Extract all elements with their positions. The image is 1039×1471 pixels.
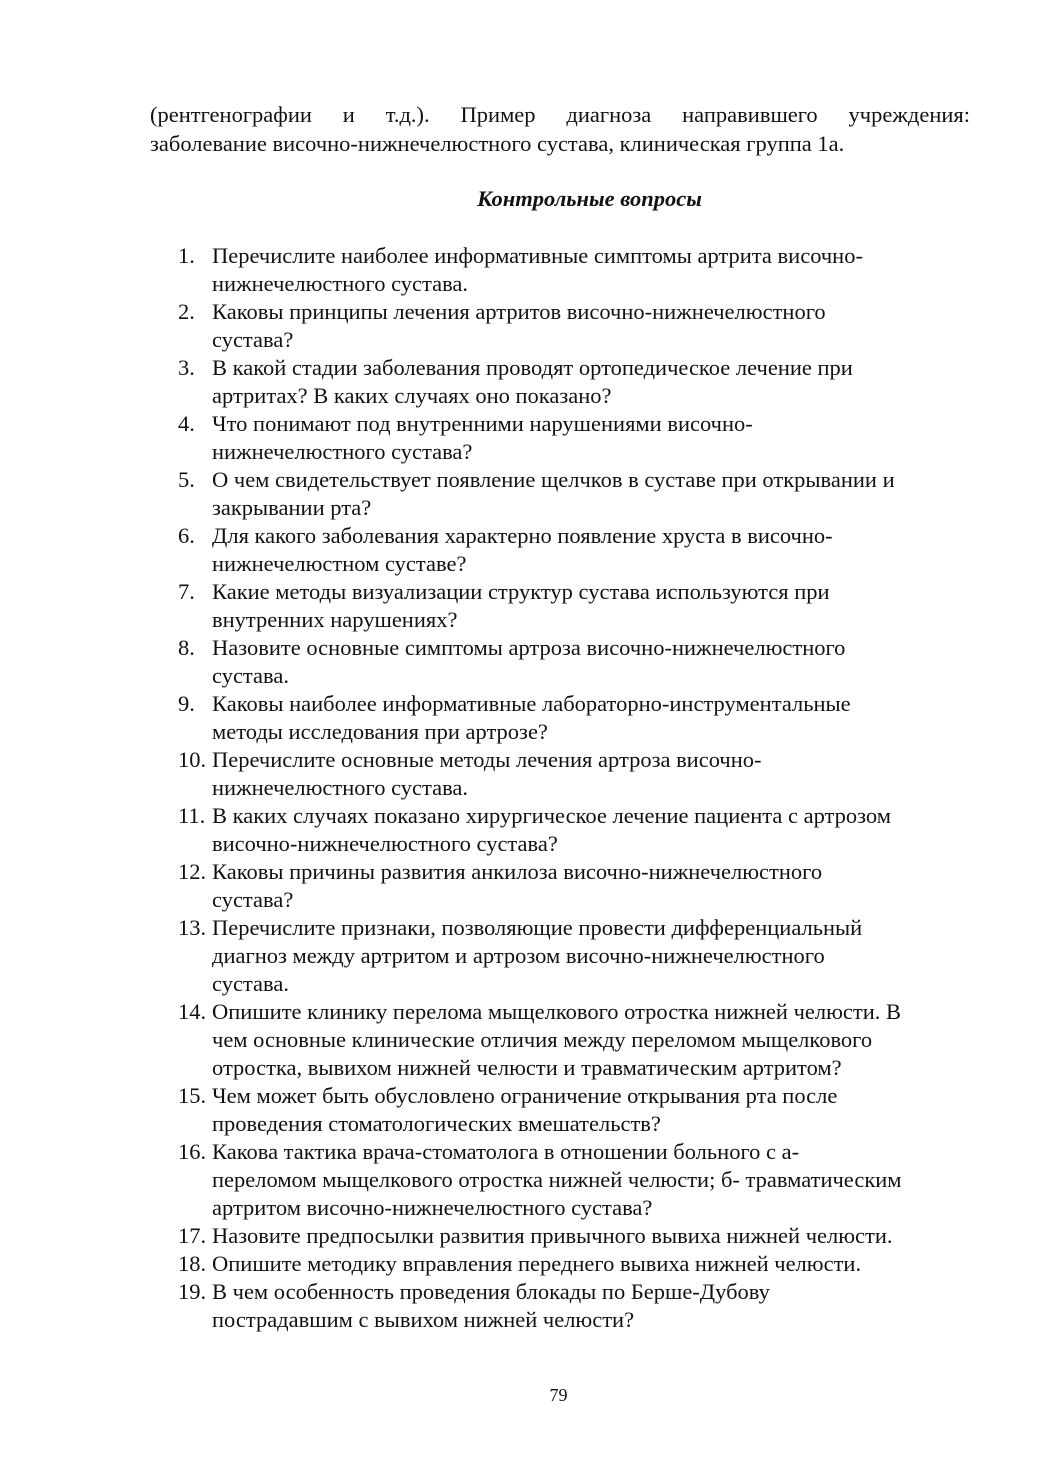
question-text-line: О чем свидетельствует появление щелчков в суставе при открывании и xyxy=(212,467,895,492)
questions-list xyxy=(178,242,978,1334)
question-text-line: нижнечелюстном суставе? xyxy=(212,551,467,576)
question-text-line: пострадавшим с вывихом нижней челюсти? xyxy=(212,1307,635,1332)
question-text-line: Перечислите основные методы лечения артроза височно- xyxy=(212,747,762,772)
question-item xyxy=(178,1138,978,1222)
question-item xyxy=(178,578,978,634)
question-item xyxy=(178,1082,978,1138)
question-text-line: Что понимают под внутренними нарушениями височно- xyxy=(212,411,753,436)
question-item xyxy=(178,354,978,410)
page-number: 79 xyxy=(549,1385,568,1405)
intro-line-1: (рентгенографии и т.д.). Пример диагноза направившего учреждения: xyxy=(150,102,970,127)
question-text-line: сустава. xyxy=(212,663,289,688)
question-item xyxy=(178,1278,978,1334)
question-text-line: сустава? xyxy=(212,327,294,352)
question-item xyxy=(178,690,978,746)
question-text-line: Назовите предпосылки развития привычного вывиха нижней челюсти. xyxy=(212,1223,893,1248)
question-text-line: закрывании рта? xyxy=(212,495,372,520)
question-text-line: нижнечелюстного сустава. xyxy=(212,271,469,296)
question-number: 8. xyxy=(178,635,195,660)
question-item xyxy=(178,522,978,578)
question-text-line: отростка, вывихом нижней челюсти и травматическим артритом? xyxy=(212,1055,842,1080)
question-number: 19. xyxy=(178,1279,207,1304)
question-item xyxy=(178,242,978,298)
question-number: 12. xyxy=(178,859,207,884)
question-text-line: Каковы причины развития анкилоза височно-нижнечелюстного xyxy=(212,859,823,884)
question-text-line: Опишите клинику перелома мыщелкового отростка нижней челюсти. В xyxy=(212,999,902,1024)
question-number: 13. xyxy=(178,915,207,940)
question-text-line: методы исследования при артрозе? xyxy=(212,719,548,744)
question-item xyxy=(178,466,978,522)
question-text-line: височно-нижнечелюстного сустава? xyxy=(212,831,558,856)
question-item xyxy=(178,802,978,858)
question-number: 7. xyxy=(178,579,195,604)
question-item xyxy=(178,298,978,354)
question-item xyxy=(178,914,978,998)
question-number: 16. xyxy=(178,1139,207,1164)
question-text-line: внутренних нарушениях? xyxy=(212,607,458,632)
question-text-line: Каковы принципы лечения артритов височно-нижнечелюстного xyxy=(212,299,826,324)
question-text-line: В каких случаях показано хирургическое лечение пациента с артрозом xyxy=(212,803,891,828)
intro-line-2: заболевание височно-нижнечелюстного сустава, клиническая группа 1а. xyxy=(150,131,845,156)
question-number: 1. xyxy=(178,243,195,268)
question-text-line: Для какого заболевания характерно появление хруста в височно- xyxy=(212,523,833,548)
question-item xyxy=(178,746,978,802)
question-text-line: нижнечелюстного сустава? xyxy=(212,439,473,464)
question-number: 9. xyxy=(178,691,195,716)
question-text-line: Перечислите наиболее информативные симптомы артрита височно- xyxy=(212,243,863,268)
question-item xyxy=(178,858,978,914)
question-text-line: артритом височно-нижнечелюстного сустава? xyxy=(212,1195,653,1220)
intro-paragraph xyxy=(150,100,970,158)
question-item xyxy=(178,634,978,690)
question-text-line: диагноз между артритом и артрозом височно-нижнечелюстного xyxy=(212,943,825,968)
question-item xyxy=(178,1222,978,1250)
question-text-line: проведения стоматологических вмешательств? xyxy=(212,1111,661,1136)
question-text-line: Какие методы визуализации структур сустава используются при xyxy=(212,579,830,604)
question-item xyxy=(178,410,978,466)
question-text-line: В какой стадии заболевания проводят ортопедическое лечение при xyxy=(212,355,853,380)
question-number: 11. xyxy=(178,803,206,828)
question-item xyxy=(178,998,978,1082)
question-text-line: Какова тактика врача-стоматолога в отношении больного с а- xyxy=(212,1139,800,1164)
question-text-line: Назовите основные симптомы артроза височно-нижнечелюстного xyxy=(212,635,846,660)
question-text-line: переломом мыщелкового отростка нижней челюсти; б- травматическим xyxy=(212,1167,902,1192)
question-item xyxy=(178,1250,978,1278)
question-text-line: Каковы наиболее информативные лабораторно-инструментальные xyxy=(212,691,851,716)
question-number: 15. xyxy=(178,1083,207,1108)
question-text-line: артритах? В каких случаях оно показано? xyxy=(212,383,612,408)
question-number: 17. xyxy=(178,1223,207,1248)
question-text-line: сустава. xyxy=(212,971,289,996)
question-text-line: В чем особенность проведения блокады по Берше-Дубову xyxy=(212,1279,770,1304)
question-text-line: сустава? xyxy=(212,887,294,912)
question-number: 6. xyxy=(178,523,195,548)
question-number: 2. xyxy=(178,299,195,324)
question-text-line: чем основные клинические отличия между переломом мыщелкового xyxy=(212,1027,873,1052)
question-text-line: Перечислите признаки, позволяющие провести дифференциальный xyxy=(212,915,863,940)
question-number: 4. xyxy=(178,411,195,436)
question-text-line: нижнечелюстного сустава. xyxy=(212,775,469,800)
question-number: 3. xyxy=(178,355,195,380)
section-heading: Контрольные вопросы xyxy=(477,186,702,211)
question-number: 14. xyxy=(178,999,207,1024)
question-number: 5. xyxy=(178,467,195,492)
question-number: 18. xyxy=(178,1251,207,1276)
question-text-line: Чем может быть обусловлено ограничение открывания рта после xyxy=(212,1083,838,1108)
question-number: 10. xyxy=(178,747,207,772)
question-text-line: Опишите методику вправления переднего вывиха нижней челюсти. xyxy=(212,1251,862,1276)
